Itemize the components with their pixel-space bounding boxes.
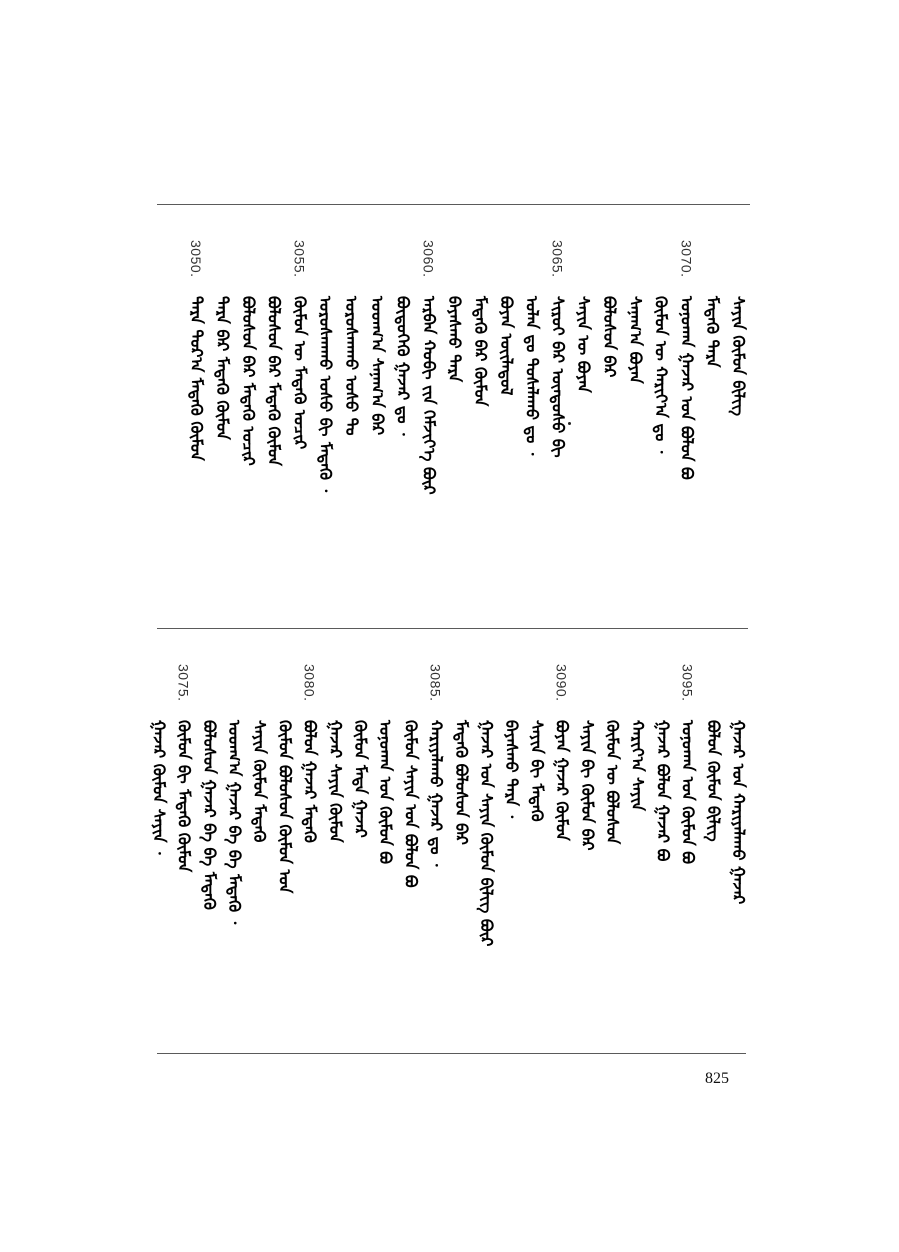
verse-line: ᠰᠠᠶᠢᠨ ᠪᠢ ᠮᠡᠳᠡᠬᠦ <box>527 720 547 822</box>
verse-column <box>365 240 389 435</box>
verse-column <box>272 664 296 893</box>
verse-column <box>623 240 647 384</box>
verse-column <box>726 664 750 904</box>
verse-number: 3075. <box>175 664 192 702</box>
verse-line: ᠪᠤᠯᠤᠰᠤᠨ ᠭᠠᠵᠠᠷ ᠪᠠ ᠪᠠ ᠮᠡᠳᠡᠬᠦ <box>199 720 219 910</box>
verse-column <box>700 240 724 367</box>
verse-number: 3055. <box>291 240 308 278</box>
verse-column <box>184 240 208 461</box>
verse-line: ᠪᠤᠯᠤᠨ ᠭᠠᠵᠠᠷ ᠮᠡᠳᠡᠬᠦ <box>300 720 320 843</box>
verse-column <box>236 240 260 466</box>
verse-line: ᠭᠠᠵᠠᠷ ᠬᠦᠮᠦᠨ ᠰᠠᠶᠢᠨ ᠂ <box>149 720 169 855</box>
verse-column <box>499 664 523 818</box>
verse-line: ᠭᠠᠵᠠᠷ ᠤᠨ ᠰᠠᠶᠢᠨ ᠬᠦᠮᠦᠨ ᠪᠢᠯᠢᠭ ᠪᠦᠷ <box>477 720 496 947</box>
verse-line: ᠬᠠᠷᠢᠶ᠎ᠠ ᠰᠠᠶᠢᠨ <box>628 720 648 811</box>
verse-column <box>373 664 397 864</box>
verse-column <box>449 664 473 845</box>
verse-number: 3050. <box>188 240 205 278</box>
verse-column <box>391 240 415 436</box>
verse-column <box>676 664 700 864</box>
verse-column <box>520 240 544 455</box>
verse-line: ᠤᠳᠬ᠎ᠠ ᠭᠠᠵᠠᠷ ᠪᠠ ᠪᠠ ᠮᠡᠳᠡᠬᠦ ᠂ <box>225 720 244 925</box>
verse-number: 3060. <box>420 240 437 278</box>
verse-number: 3065. <box>549 240 566 278</box>
verse-line: ᠰᠠᠶᠢᠨ ᠪᠢ ᠬᠦᠮᠦᠨ ᠪᠠᠷ <box>577 720 597 851</box>
verse-column <box>597 240 621 377</box>
verse-column <box>701 664 725 842</box>
verse-line: ᠬᠦᠮᠦᠨ ᠰᠠᠶᠢᠨ ᠤᠨ ᠪᠤᠯᠤᠨ ᠪᠤ <box>401 720 421 888</box>
verse-line: ᠪᠠᠶᠠᠰᠬᠤ ᠲᠡᠷᠡ <box>445 296 465 383</box>
verse-line: ᠬᠦᠮᠦᠨ ᠦ ᠪᠤᠯᠤᠰᠤᠨ <box>603 720 622 845</box>
decorative-dot <box>568 422 571 425</box>
verse-column <box>494 240 518 395</box>
verse-column <box>649 240 673 453</box>
verse-line: ᠪᠤᠯᠤᠰᠤᠨ ᠪᠠᠷ ᠮᠡᠳᠡᠬᠦ ᠬᠦᠮᠦᠨ <box>264 296 284 466</box>
verse-line: ᠮᠡᠳᠡᠬᠦ ᠲᠡᠷᠡ <box>703 296 723 368</box>
verse-line: ᠠᠷᠪᠠᠨ ᠬᠤᠪᠢ ᠵᠢᠨ ᠬᠡᠮᠵᠢᠶ᠎ᠡ ᠪᠦᠷ <box>419 296 439 495</box>
verse-line: ᠬᠦᠮᠦᠨ ᠪᠢ ᠮᠡᠳᠡᠬᠦ ᠬᠦᠮᠦᠨ <box>174 720 194 873</box>
verse-line: ᠤᠷᠤᠰᠬᠠᠬᠤ ᠤᠰᠤ ᠲᠤ <box>342 296 361 436</box>
verse-column <box>172 664 196 872</box>
verse-column <box>575 664 599 850</box>
verse-column <box>424 664 448 867</box>
verse-column <box>726 240 750 416</box>
verse-column <box>416 240 440 495</box>
verse-line: ᠰᠠᠨᠠᠭ᠎ᠠ ᠪᠤᠶᠠᠨ <box>625 296 645 384</box>
verse-column <box>247 664 271 842</box>
verse-line: ᠪᠠᠶᠠᠰᠬᠤ ᠲᠡᠷᠡ ᠂ <box>502 720 522 819</box>
verse-line: ᠭᠠᠵᠠᠷ ᠰᠠᠶᠢᠨ ᠬᠦᠮᠦᠨ <box>325 720 345 843</box>
verse-line: ᠬᠦᠮᠦᠨ ᠪᠤᠯᠤᠰᠤᠨ ᠬᠦᠮᠦᠨ ᠤᠨ <box>275 720 295 894</box>
bottom-rule <box>157 1053 746 1054</box>
verse-line: ᠲᠡᠷᠡ ᠳᠤᠷ᠎ᠠ ᠮᠡᠳᠡᠬᠦ ᠬᠦᠮᠦᠨ <box>187 296 207 461</box>
verse-column <box>222 664 246 924</box>
verse-line: ᠪᠤᠶᠠᠨ ᠦᠢᠯᠡᠳᠦᠯ <box>496 296 516 396</box>
verse-line: ᠰᠢᠷᠦᠢ ᠪᠠᠷ ᠦᠨᠳᠦᠰᠦ ᠪᠢ <box>548 296 568 458</box>
verse-line: ᠬᠦᠮᠦᠨ ᠦ ᠮᠡᠳᠡᠬᠦ ᠤᠴᠢᠷ <box>290 296 310 450</box>
verse-column <box>146 664 170 855</box>
verse-column <box>339 240 363 436</box>
verse-column <box>625 664 649 811</box>
verse-column <box>545 240 569 458</box>
verse-column <box>650 664 674 861</box>
verse-line: ᠪᠤᠶᠠᠨ ᠭᠠᠵᠠᠷ ᠬᠦᠮᠦᠨ <box>552 720 572 841</box>
verse-column <box>674 240 698 480</box>
verse-number: 3070. <box>678 240 695 278</box>
verse-column <box>262 240 286 466</box>
verse-column <box>287 240 311 449</box>
verse-column <box>524 664 548 822</box>
verse-column <box>298 664 322 843</box>
verse-line: ᠤᠯᠠᠨ ᠳᠤ ᠲᠤᠰᠠᠯᠠᠬᠤ ᠳᠤ ᠂ <box>522 296 542 456</box>
verse-line: ᠪᠦᠲᠦᠭᠡᠬᠦ ᠭᠠᠵᠠᠷ ᠳᠤ ᠂ <box>393 296 413 436</box>
verse-line: ᠤᠨᠤᠬᠠᠨ ᠤᠨ ᠬᠦᠮᠦᠨ ᠪᠤ <box>678 720 698 864</box>
verse-column <box>571 240 595 393</box>
verse-line: ᠲᠡᠷᠡ ᠪᠠᠷ ᠮᠡᠳᠡᠬᠦ ᠬᠦᠮᠦᠨ <box>213 296 232 440</box>
verse-line: ᠤᠷᠤᠰᠬᠠᠬᠤ ᠤᠰᠤ ᠪᠢ ᠮᠡᠳᠡᠬᠦ ᠂ <box>316 296 336 493</box>
page-number: 825 <box>705 1070 729 1087</box>
middle-rule <box>157 628 748 629</box>
verse-column <box>348 664 372 838</box>
verse-line: ᠰᠠᠶᠢᠨ ᠦ ᠪᠤᠶᠠᠨ <box>574 296 594 393</box>
verse-column <box>313 240 337 492</box>
verse-line: ᠪᠤᠯᠤᠨ ᠬᠦᠮᠦᠨ ᠪᠢᠯᠢᠭ <box>703 720 723 842</box>
verse-number: 3095. <box>679 664 696 702</box>
verse-line: ᠭᠠᠵᠠᠷ ᠪᠤᠯᠤᠨ ᠭᠠᠵᠠᠷ ᠪᠤ <box>653 720 673 862</box>
verse-line: ᠤᠨᠤᠬᠠᠨ ᠤᠨ ᠬᠦᠮᠦᠨ ᠪᠤ <box>376 720 396 864</box>
verse-line: ᠰᠠᠶᠢᠨ ᠬᠦᠮᠦᠨ ᠪᠢᠯᠢᠭ <box>729 296 748 417</box>
verse-line: ᠮᠡᠳᠡᠬᠦ ᠪᠡᠷ ᠬᠦᠮᠦᠨ <box>471 296 490 407</box>
verse-line: ᠭᠠᠵᠠᠷ ᠤᠨ ᠬᠠᠷᠢᠶᠠᠯᠠᠬᠤ ᠭᠠᠵᠠᠷ <box>729 720 748 905</box>
verse-column <box>550 664 574 841</box>
verse-line: ᠬᠠᠷᠢᠶᠠᠯᠠᠬᠤ ᠭᠠᠵᠠᠷ ᠳᠤ ᠂ <box>426 720 446 867</box>
verse-line: ᠰᠠᠶᠢᠨ ᠬᠦᠮᠦᠨ ᠮᠡᠳᠡᠬᠦ <box>250 720 270 843</box>
verse-column <box>398 664 422 888</box>
verse-column <box>600 664 624 844</box>
verse-line: ᠬᠦᠮᠦᠨ ᠮᠡᠳᠡ ᠭᠠᠵᠠᠷ <box>351 720 370 838</box>
verse-column <box>197 664 221 910</box>
verse-line: ᠤᠳᠬ᠎ᠠ ᠰᠠᠨᠠᠭ᠎ᠠ ᠪᠡᠷ <box>367 296 387 436</box>
verse-column <box>474 664 498 946</box>
verse-line: ᠬᠦᠮᠦᠨ ᠦ ᠬᠠᠷᠢᠶ᠎ᠠ ᠳᠤ ᠂ <box>651 296 671 454</box>
verse-line: ᠮᠡᠳᠡᠬᠦ ᠪᠤᠯᠤᠰᠤᠨ ᠪᠠᠷ <box>451 720 471 845</box>
verse-line: ᠪᠤᠯᠤᠰᠤᠨ ᠪᠠᠷ <box>600 296 619 378</box>
verse-column <box>323 664 347 843</box>
verse-number: 3085. <box>427 664 444 702</box>
verse-number: 3080. <box>301 664 318 702</box>
verse-column <box>442 240 466 382</box>
verse-line: ᠤᠨᠤᠬᠠᠨ ᠭᠠᠵᠠᠷ ᠤᠨ ᠪᠤᠯᠤᠨ ᠪᠤ <box>677 296 697 480</box>
verse-number: 3090. <box>553 664 570 702</box>
verse-line: ᠪᠤᠯᠤᠰᠤᠨ ᠪᠠᠷ ᠮᠡᠳᠡᠬᠦ ᠤᠴᠢᠷ <box>238 296 258 466</box>
verse-column <box>210 240 234 440</box>
top-rule <box>157 204 750 205</box>
verse-column <box>468 240 492 406</box>
